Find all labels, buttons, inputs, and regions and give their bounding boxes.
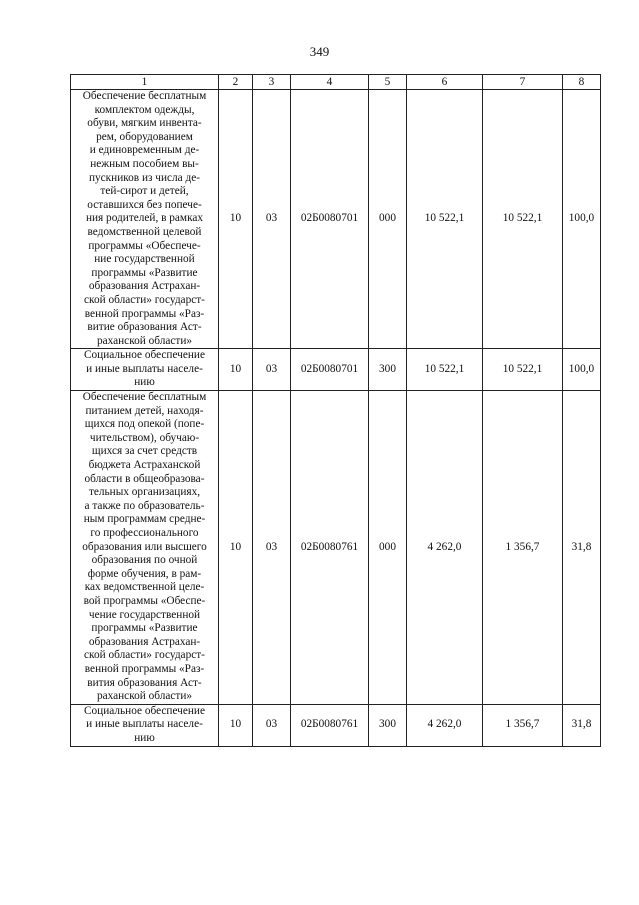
- table-row: [71, 349, 601, 391]
- percent-cell: 100,0: [563, 349, 601, 391]
- actual-cell: 10 522,1: [483, 90, 563, 349]
- percent-cell: 31,8: [563, 391, 601, 705]
- column-header: 1: [71, 75, 219, 90]
- header-row: [71, 75, 601, 90]
- row-description: Социальное обеспечение и иные выплаты населе- нию: [71, 349, 219, 391]
- expense-type-cell: 300: [369, 349, 407, 391]
- column-header: 7: [483, 75, 563, 90]
- budget-table: [70, 74, 601, 747]
- table-row: [71, 90, 601, 349]
- page-number: 349: [309, 44, 330, 59]
- target-article-cell: 02Б0080701: [291, 90, 369, 349]
- actual-cell: 1 356,7: [483, 391, 563, 705]
- plan-cell: 4 262,0: [407, 704, 483, 746]
- expense-type-cell: 000: [369, 391, 407, 705]
- subsection-cell: 03: [253, 90, 291, 349]
- section-cell: 10: [219, 90, 253, 349]
- section-cell: 10: [219, 704, 253, 746]
- expense-type-cell: 300: [369, 704, 407, 746]
- section-cell: 10: [219, 349, 253, 391]
- table-row: [71, 704, 601, 746]
- percent-cell: 31,8: [563, 704, 601, 746]
- plan-cell: 10 522,1: [407, 90, 483, 349]
- row-description: Обеспечение бесплатным комплектом одежды, обуви, мягким инвента- рем, оборудованием и единовременным де- нежным пособием вы- пускников из числа де- тей-сирот и детей, оставшихся без попече- ния родителей, в рамках ведомственной целевой программы «Обеспече- ние государственной программы «Развитие образования Астрахан- ской области» государст- венной программы «Раз- витие образования Аст- раханской области»: [71, 90, 219, 349]
- plan-cell: 4 262,0: [407, 391, 483, 705]
- target-article-cell: 02Б0080761: [291, 704, 369, 746]
- row-description: Социальное обеспечение и иные выплаты населе- нию: [71, 704, 219, 746]
- subsection-cell: 03: [253, 349, 291, 391]
- subsection-cell: 03: [253, 704, 291, 746]
- actual-cell: 10 522,1: [483, 349, 563, 391]
- percent-cell: 100,0: [563, 90, 601, 349]
- column-header: 4: [291, 75, 369, 90]
- column-header: 5: [369, 75, 407, 90]
- column-header: 3: [253, 75, 291, 90]
- column-header: 2: [219, 75, 253, 90]
- target-article-cell: 02Б0080761: [291, 391, 369, 705]
- actual-cell: 1 356,7: [483, 704, 563, 746]
- expense-type-cell: 000: [369, 90, 407, 349]
- column-header: 6: [407, 75, 483, 90]
- subsection-cell: 03: [253, 391, 291, 705]
- plan-cell: 10 522,1: [407, 349, 483, 391]
- target-article-cell: 02Б0080701: [291, 349, 369, 391]
- section-cell: 10: [219, 391, 253, 705]
- table-row: [71, 391, 601, 705]
- row-description: Обеспечение бесплатным питанием детей, находя- щихся под опекой (попе- чительством), обучаю- щихся за счет средств бюджета Астраханской области в общеобразова- тельных организациях, а также по образователь- ным программам средне- го профессионального образования или высшего образования по очной форме обучения, в рам- ках ведомственной целе- вой программы «Обеспе- чение государственной программы «Развитие образования Астрахан- ской области» государст- венной программы «Раз- вития образования Аст- раханской области»: [71, 391, 219, 705]
- column-header: 8: [563, 75, 601, 90]
